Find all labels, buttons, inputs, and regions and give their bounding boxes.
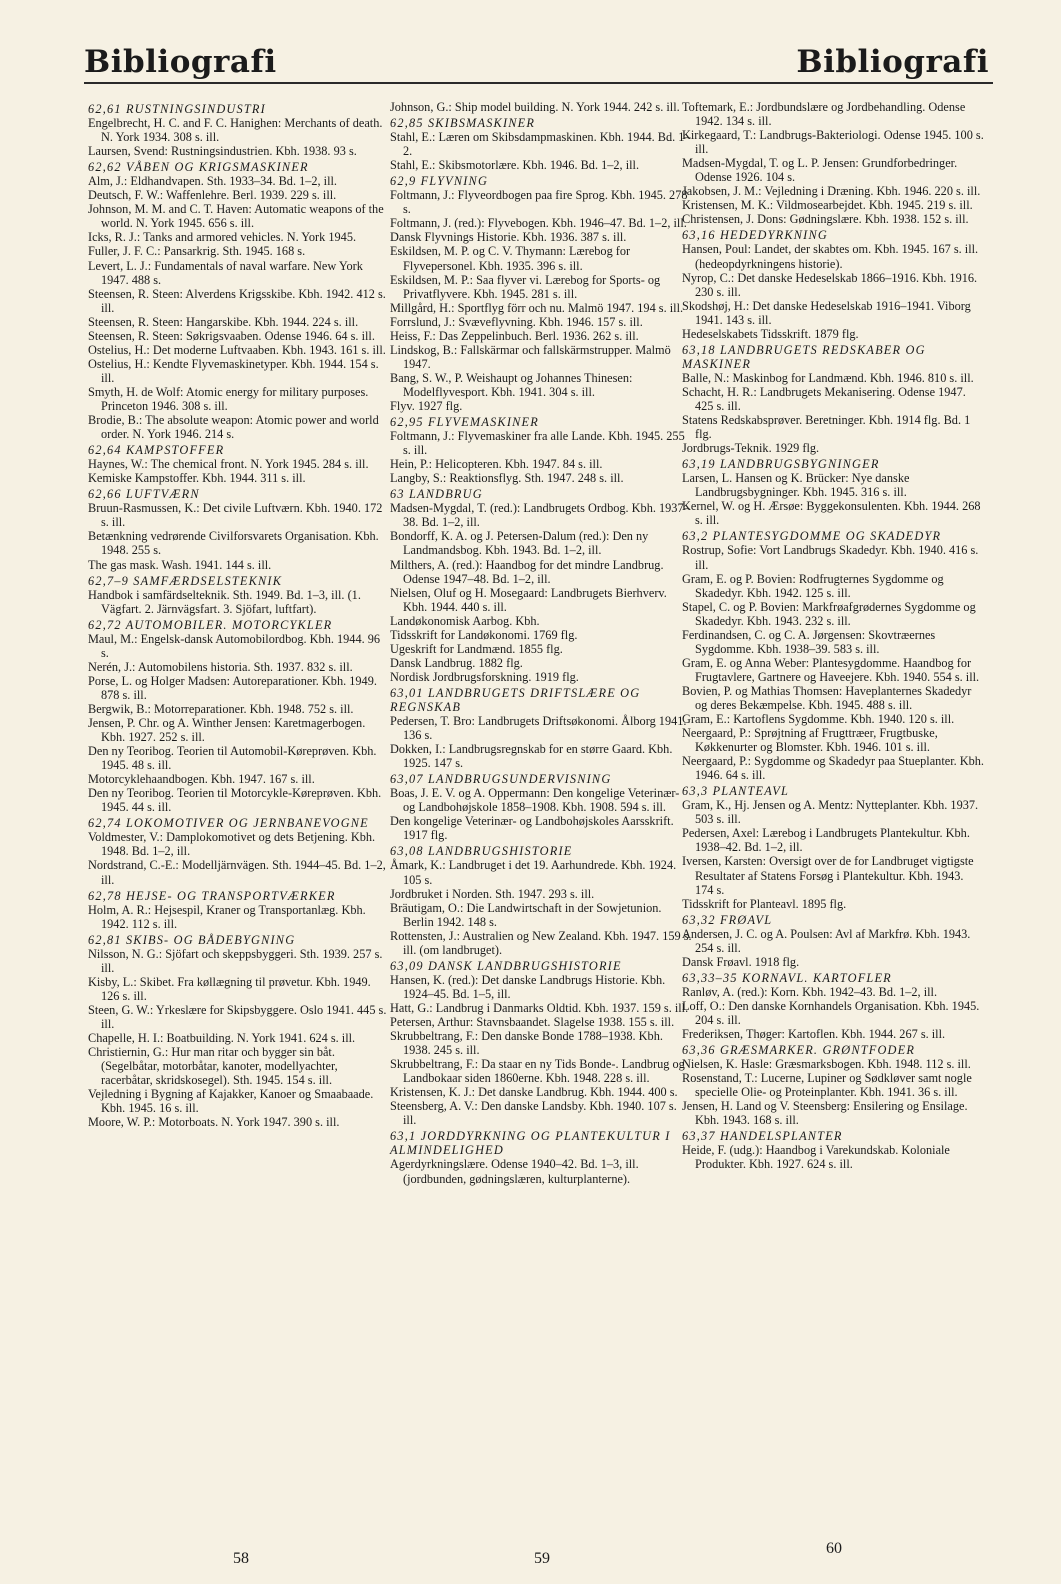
- bibliography-entry: Jakobsen, J. M.: Vejledning i Dræning. Kbh. 1946. 220 s. ill.: [682, 184, 981, 199]
- bibliography-entry: Petersen, Arthur: Stavnsbaandet. Slagelse 1938. 155 s. ill.: [390, 1015, 675, 1029]
- section-heading: 63,32 FRØAVL: [682, 912, 773, 927]
- bibliography-entry: Neergaard, P.: Sygdomme og Skadedyr paa Stueplanter. Kbh. 1946. 64 s. ill.: [682, 754, 985, 783]
- bibliography-entry: Ugeskrift for Landmænd. 1855 flg.: [390, 641, 563, 656]
- bibliography-entry: Gram, E.: Kartoflens Sygdomme. Kbh. 1940. 120 s. ill.: [682, 712, 955, 727]
- bibliography-entry: Skrubbeltrang, F.: Da staar en ny Tids Bonde-. Landbrug og Landbokaar siden 1860erne. Kbh. 1948. 228 s. ill.: [390, 1057, 685, 1086]
- section-heading: 63,19 LANDBRUGSBYGNINGER: [682, 457, 880, 472]
- bibliography-entry: Gram, E. og P. Bovien: Rodfrugternes Sygdomme og Skadedyr. Kbh. 1942. 125 s. ill.: [682, 571, 944, 600]
- bibliography-entry: Steensen, R. Steen: Hangarskibe. Kbh. 1944. 224 s. ill.: [88, 314, 359, 329]
- bibliography-entry: Jordbrugs-Teknik. 1929 flg.: [682, 441, 820, 456]
- section-heading: 62,64 KAMPSTOFFER: [88, 443, 225, 458]
- bibliography-entry: Johnson, M. M. and C. T. Haven: Automatic weapons of the world. N. York 1945. 656 s. ill.: [88, 202, 384, 231]
- bibliography-entry: Pedersen, T. Bro: Landbrugets Driftsøkonomi. Ålborg 1941. 136 s.: [390, 714, 687, 743]
- section-heading: 63,18 LANDBRUGETS REDSKABER OG MASKINER: [682, 342, 926, 371]
- section-heading: 63,01 LANDBRUGETS DRIFTSLÆRE OG REGNSKAB: [390, 685, 641, 714]
- bibliography-entry: Kirkegaard, T.: Landbrugs-Bakteriologi. Odense 1945. 100 s. ill.: [682, 128, 984, 157]
- section-heading: 63,33–35 KORNAVL. KARTOFLER: [682, 970, 892, 985]
- bibliography-entry: Statens Redskabsprøver. Beretninger. Kbh. 1914 flg. Bd. 1 flg.: [682, 413, 971, 442]
- bibliography-entry: Rottensten, J.: Australien og New Zealand. Kbh. 1947. 159 s. ill. (om landbruget).: [390, 928, 692, 957]
- bibliography-entry: Heiss, F.: Das Zeppelinbuch. Berl. 1936. 262 s. ill.: [390, 328, 639, 343]
- bibliography-entry: Haynes, W.: The chemical front. N. York 1945. 284 s. ill.: [88, 457, 369, 472]
- bibliography-entry: Skrubbeltrang, F.: Den danske Bonde 1788–1938. Kbh. 1938. 245 s. ill.: [390, 1029, 663, 1058]
- section-heading: 62,85 SKIBSMASKINER: [390, 116, 536, 131]
- page-number: 59: [534, 1550, 550, 1567]
- bibliography-entry: Foltmann, J. (red.): Flyvebogen. Kbh. 1946–47. Bd. 1–2, ill.: [390, 216, 687, 231]
- section-heading: 63,1 JORDDYRKNING OG PLANTEKULTUR I ALMINDELIGHED: [390, 1129, 671, 1158]
- bibliography-entry: Deutsch, F. W.: Waffenlehre. Berl. 1939. 229 s. ill.: [88, 188, 337, 203]
- section-heading: 62,78 HEJSE- OG TRANSPORTVÆRKER: [88, 888, 336, 903]
- bibliography-entry: Christiernin, G.: Hur man ritar och bygger sin båt. (Segelbåtar, motorbåtar, kanoter, modellyachter, racerbåtar, skridskosegel). Sth. 1945. 154 s. ill.: [88, 1045, 338, 1088]
- bibliography-entry: Loff, O.: Den danske Kornhandels Organisation. Kbh. 1945. 204 s. ill.: [682, 998, 980, 1027]
- bibliography-entry: Moore, W. P.: Motorboats. N. York 1947. 390 s. ill.: [88, 1115, 340, 1130]
- bibliography-entry: Jensen, H. Land og V. Steensberg: Ensilering og Ensilage. Kbh. 1943. 168 s. ill.: [682, 1099, 968, 1128]
- bibliography-entry: Landøkonomisk Aarbog. Kbh.: [390, 613, 540, 628]
- bibliography-entry: Engelbrecht, H. C. and F. C. Hanighen: Merchants of death. N. York 1934. 308 s. ill.: [88, 116, 383, 145]
- bibliography-entry: Steensen, R. Steen: Alverdens Krigsskibe. Kbh. 1942. 412 s. ill.: [88, 286, 386, 315]
- bibliography-entry: Hein, P.: Helicopteren. Kbh. 1947. 84 s. ill.: [390, 457, 603, 472]
- bibliography-entry: Dansk Flyvnings Historie. Kbh. 1936. 387 s. ill.: [390, 230, 627, 245]
- bibliography-entry: Boas, J. E. V. og A. Oppermann: Den kongelige Veterinær- og Landbohøjskole 1858–1908. Kbh. 1908. 594 s. ill.: [390, 786, 680, 815]
- bibliography-entry: Vejledning i Bygning af Kajakker, Kanoer og Smaabaade. Kbh. 1945. 16 s. ill.: [88, 1087, 374, 1116]
- bibliography-entry: Nordstrand, C.-E.: Modelljärnvägen. Sth. 1944–45. Bd. 1–2, ill.: [88, 858, 386, 887]
- bibliography-entry: Pedersen, Axel: Lærebog i Landbrugets Plantekultur. Kbh. 1938–42. Bd. 1–2, ill.: [682, 826, 970, 855]
- bibliography-entry: Ostelius, H.: Det moderne Luftvaaben. Kbh. 1943. 161 s. ill.: [88, 342, 386, 357]
- bibliography-entry: Betænkning vedrørende Civilforsvarets Organisation. Kbh. 1948. 255 s.: [88, 529, 379, 558]
- section-heading: 63,37 HANDELSPLANTER: [682, 1129, 843, 1144]
- bibliography-entry: Milthers, A. (red.): Haandbog for det mindre Landbrug. Odense 1947–48. Bd. 1–2, ill.: [390, 557, 664, 586]
- section-heading: 63,3 PLANTEAVL: [682, 784, 790, 799]
- bibliography-entry: Ferdinandsen, C. og C. A. Jørgensen: Skovtræernes Sygdomme. Kbh. 1938–39. 583 s. ill.: [682, 627, 936, 656]
- column-page-59: [390, 100, 692, 1186]
- bibliography-entry: Kristensen, M. K.: Vildmosearbejdet. Kbh. 1945. 219 s. ill.: [682, 198, 973, 213]
- bibliography-entry: Neergaard, P.: Sprøjtning af Frugttræer, Frugtbuske, Køkkenurter og Blomster. Kbh. 1946. 101 s. ill.: [682, 726, 938, 755]
- bibliography-entry: Bruun-Rasmussen, K.: Det civile Luftværn. Kbh. 1940. 172 s. ill.: [88, 501, 383, 530]
- bibliography-entry: Fuller, J. F. C.: Pansarkrig. Sth. 1945. 168 s.: [88, 244, 306, 259]
- bibliography-entry: Foltmann, J.: Flyveordbogen paa fire Sprog. Kbh. 1945. 278 s.: [390, 188, 688, 217]
- bibliography-entry: Handbok i samfärdselteknik. Sth. 1949. Bd. 1–3, ill. (1. Vägfart. 2. Järnvägsfart. 3. Sjöfart, luftfart).: [88, 587, 361, 616]
- bibliography-entry: Steensen, R. Steen: Søkrigsvaaben. Odense 1946. 64 s. ill.: [88, 328, 375, 343]
- bibliography-entry: Iversen, Karsten: Oversigt over de for Landbruget vigtigste Resultater af Statens Forsøg i Plantekultur. Kbh. 1943. 174 s.: [682, 854, 974, 897]
- bibliography-entry: Hansen, Poul: Landet, der skabtes om. Kbh. 1945. 167 s. ill. (hedeopdyrkningens historie).: [682, 242, 979, 271]
- bibliography-entry: Hansen, K. (red.): Det danske Landbrugs Historie. Kbh. 1924–45. Bd. 1–5, ill.: [390, 972, 666, 1001]
- bibliography-entry: Millgård, H.: Sportflyg förr och nu. Malmö 1947. 194 s. ill.: [390, 300, 684, 315]
- bibliography-entry: Nilsson, N. G.: Sjöfart och skeppsbyggeri. Sth. 1939. 257 s. ill.: [88, 946, 383, 975]
- bibliography-entry: Frederiksen, Thøger: Kartoflen. Kbh. 1944. 267 s. ill.: [682, 1027, 946, 1042]
- bibliography-entry: Tidsskrift for Planteavl. 1895 flg.: [682, 896, 847, 911]
- bibliography-entry: Kristensen, K. J.: Det danske Landbrug. Kbh. 1944. 400 s.: [390, 1085, 678, 1100]
- bibliography-entry: Rosenstand, T.: Lucerne, Lupiner og Sødkløver samt nogle specielle Olie- og Proteinplanter. Kbh. 1941. 36 s. ill.: [682, 1071, 972, 1100]
- section-heading: 62,62 VÅBEN OG KRIGSMASKINER: [88, 160, 309, 175]
- bibliography-entry: Maul, M.: Engelsk-dansk Automobilordbog. Kbh. 1944. 96 s.: [88, 631, 381, 660]
- bibliography-entry: Dansk Landbrug. 1882 flg.: [390, 655, 523, 670]
- bibliography-entry: Stahl, E.: Skibsmotorlære. Kbh. 1946. Bd. 1–2, ill.: [390, 158, 640, 173]
- section-heading: 62,61 RUSTNINGSINDUSTRI: [88, 102, 266, 116]
- bibliography-entry: Bang, S. W., P. Weishaupt og Johannes Thinesen: Modelflyvesport. Kbh. 1941. 304 s. ill.: [390, 370, 633, 399]
- bibliography-entry: Voldmester, V.: Damplokomotivet og dets Betjening. Kbh. 1948. Bd. 1–2, ill.: [88, 830, 376, 859]
- bibliography-entry: Nordisk Jordbrugsforskning. 1919 flg.: [390, 669, 579, 684]
- section-heading: 62,7–9 SAMFÆRDSELSTEKNIK: [88, 573, 283, 588]
- bibliography-entry: Bovien, P. og Mathias Thomsen: Haveplanternes Skadedyr og deres Bekæmpelse. Kbh. 1945. 488 s. ill.: [682, 683, 972, 712]
- bibliography-entry: Smyth, H. de Wolf: Atomic energy for military purposes. Princeton 1946. 308 s. ill.: [88, 384, 369, 413]
- bibliography-entry: Tidsskrift for Landøkonomi. 1769 flg.: [390, 627, 578, 642]
- bibliography-entry: Icks, R. J.: Tanks and armored vehicles. N. York 1945.: [88, 230, 357, 245]
- section-heading: 63,09 DANSK LANDBRUGSHISTORIE: [390, 958, 622, 973]
- bibliography-entry: Ostelius, H.: Kendte Flyvemaskinetyper. Kbh. 1944. 154 s. ill.: [88, 356, 379, 385]
- bibliography-entry: Andersen, J. C. og A. Poulsen: Avl af Markfrø. Kbh. 1943. 254 s. ill.: [682, 926, 971, 955]
- section-heading: 62,74 LOKOMOTIVER OG JERNBANEVOGNE: [88, 816, 369, 831]
- bibliography-entry: Steensberg, A. V.: Den danske Landsby. Kbh. 1940. 107 s. ill.: [390, 1099, 677, 1128]
- bibliography-entry: Langby, S.: Reaktionsflyg. Sth. 1947. 248 s. ill.: [390, 471, 624, 486]
- bibliography-entry: Porse, L. og Holger Madsen: Autoreparationer. Kbh. 1949. 878 s. ill.: [88, 673, 377, 702]
- bibliography-entry: Chapelle, H. I.: Boatbuilding. N. York 1941. 624 s. ill.: [88, 1031, 356, 1046]
- bibliography-entry: Nielsen, Oluf og H. Mosegaard: Landbrugets Bierhverv. Kbh. 1944. 440 s. ill.: [390, 585, 667, 614]
- bibliography-entry: Stapel, C. og P. Bovien: Markfrøafgrødernes Sygdomme og Skadedyr. Kbh. 1943. 232 s. ill.: [682, 599, 976, 628]
- bibliography-entry: Foltmann, J.: Flyvemaskiner fra alle Lande. Kbh. 1945. 255 s. ill.: [390, 429, 685, 458]
- bibliography-entry: Steen, G. W.: Yrkeslære for Skipsbyggere. Oslo 1941. 445 s. ill.: [88, 1002, 387, 1031]
- bibliography-entry: Kernel, W. og H. Ærsøe: Byggekonsulenten. Kbh. 1944. 268 s. ill.: [682, 499, 981, 528]
- bibliography-entry: Madsen-Mygdal, T. (red.): Landbrugets Ordbog. Kbh. 1937–38. Bd. 1–2, ill.: [390, 501, 690, 530]
- bibliography-entry: Hedeselskabets Tidsskrift. 1879 flg.: [682, 326, 859, 341]
- bibliography-entry: Bergwik, B.: Motorreparationer. Kbh. 1948. 752 s. ill.: [88, 701, 354, 716]
- section-heading: 62,72 AUTOMOBILER. MOTORCYKLER: [88, 617, 333, 632]
- bibliography-entry: Madsen-Mygdal, T. og L. P. Jensen: Grundforbedringer. Odense 1926. 104 s.: [682, 156, 958, 185]
- bibliography-entry: Heide, F. (udg.): Haandbog i Varekundskab. Koloniale Produkter. Kbh. 1927. 624 s. ill.: [682, 1143, 950, 1172]
- bibliography-entry: Levert, L. J.: Fundamentals of naval warfare. New York 1947. 488 s.: [88, 258, 363, 287]
- bibliography-entry: Brodie, B.: The absolute weapon: Atomic power and world order. N. York 1946. 214 s.: [88, 413, 379, 442]
- bibliography-entry: Jensen, P. Chr. og A. Winther Jensen: Karetmagerbogen. Kbh. 1927. 252 s. ill.: [88, 716, 366, 745]
- bibliography-entry: Den kongelige Veterinær- og Landbohøjskoles Aarsskrift. 1917 flg.: [390, 814, 674, 843]
- section-heading: 63,08 LANDBRUGSHISTORIE: [390, 844, 573, 859]
- bibliography-entry: Kisby, L.: Skibet. Fra køllægning til prøvetur. Kbh. 1949. 126 s. ill.: [88, 974, 371, 1003]
- section-heading: 63,16 HEDEDYRKNING: [682, 228, 828, 243]
- section-heading: 63,2 PLANTESYGDOMME OG SKADEDYR: [682, 529, 942, 544]
- header-rule: [84, 82, 993, 84]
- section-heading: 63,36 GRÆSMARKER. GRØNTFODER: [682, 1043, 916, 1058]
- bibliography-entry: Eskildsen, M. P.: Saa flyver vi. Lærebog for Sports- og Privatflyvere. Kbh. 1945. 281 s. ill.: [390, 272, 661, 301]
- page-number: 60: [826, 1540, 842, 1557]
- bibliography-entry: Dansk Frøavl. 1918 flg.: [682, 954, 800, 969]
- section-heading: 62,95 FLYVEMASKINER: [390, 415, 539, 430]
- column-page-60: [682, 100, 984, 1172]
- bibliography-entry: Holm, A. R.: Hejsespil, Kraner og Transportanlæg. Kbh. 1942. 112 s. ill.: [88, 902, 366, 931]
- bibliography-entry: Nielsen, K. Hasle: Græsmarksbogen. Kbh. 1948. 112 s. ill.: [682, 1057, 971, 1072]
- bibliography-entry: Larsen, L. Hansen og K. Brücker: Nye danske Landbrugsbygninger. Kbh. 1945. 316 s. ill.: [682, 471, 910, 500]
- bibliography-entry: Toftemark, E.: Jordbundslære og Jordbehandling. Odense 1942. 134 s. ill.: [682, 100, 966, 129]
- bibliography-entry: The gas mask. Wash. 1941. 144 s. ill.: [88, 557, 272, 572]
- section-heading: 62,81 SKIBS- OG BÅDEBYGNING: [88, 932, 296, 947]
- running-header-right: Bibliografi: [796, 44, 989, 80]
- bibliography-entry: Forrslund, J.: Svæveflyvning. Kbh. 1946. 157 s. ill.: [390, 314, 643, 329]
- bibliography-entry: Ranløv, A. (red.): Korn. Kbh. 1942–43. Bd. 1–2, ill.: [682, 984, 938, 999]
- running-header-left: Bibliografi: [84, 44, 277, 80]
- section-heading: 62,9 FLYVNING: [390, 174, 489, 189]
- bibliography-entry: Gram, E. og Anna Weber: Plantesygdomme. Haandbog for Frugtavlere, Gartnere og Haveejere. Kbh. 1940. 554 s. ill.: [682, 655, 980, 684]
- bibliography-entry: Lindskog, B.: Fallskärmar och fallskärmstrupper. Malmö 1947.: [390, 342, 671, 371]
- bibliography-entry: Hatt, G.: Landbrug i Danmarks Oldtid. Kbh. 1937. 159 s. ill.: [390, 1000, 689, 1015]
- bibliography-entry: Rostrup, Sofie: Vort Landbrugs Skadedyr. Kbh. 1940. 416 s. ill.: [682, 543, 979, 572]
- bibliography-entry: Bräutigam, O.: Die Landwirtschaft in der Sowjetunion. Berlin 1942. 148 s.: [390, 900, 662, 929]
- bibliography-entry: Kemiske Kampstoffer. Kbh. 1944. 311 s. ill.: [88, 471, 306, 486]
- bibliography-entry: Stahl, E.: Læren om Skibsdampmaskinen. Kbh. 1944. Bd. 1–2.: [390, 130, 691, 159]
- bibliography-entry: Bondorff, K. A. og J. Petersen-Dalum (red.): Den ny Landmandsbog. Kbh. 1943. Bd. 1–2, ill.: [390, 529, 649, 558]
- bibliography-entry: Nerén, J.: Automobilens historia. Sth. 1937. 832 s. ill.: [88, 659, 353, 674]
- bibliography-entry: Christensen, J. Dons: Gødningslære. Kbh. 1938. 152 s. ill.: [682, 212, 969, 227]
- section-heading: 63,07 LANDBRUGSUNDERVISNING: [390, 772, 612, 787]
- bibliography-entry: Schacht, H. R.: Landbrugets Mekanisering. Odense 1947. 425 s. ill.: [682, 384, 966, 413]
- bibliography-entry: Johnson, G.: Ship model building. N. York 1944. 242 s. ill.: [390, 100, 680, 114]
- bibliography-entry: Gram, K., Hj. Jensen og A. Mentz: Nytteplanter. Kbh. 1937. 503 s. ill.: [682, 798, 979, 827]
- bibliography-entry: Skodshøj, H.: Det danske Hedeselskab 1916–1941. Viborg 1941. 143 s. ill.: [682, 298, 971, 327]
- section-heading: 62,66 LUFTVÆRN: [88, 487, 200, 502]
- bibliography-entry: Alm, J.: Eldhandvapen. Sth. 1933–34. Bd. 1–2, ill.: [88, 174, 338, 189]
- bibliography-entry: Jordbruket i Norden. Sth. 1947. 293 s. ill.: [390, 886, 595, 901]
- bibliography-entry: Nyrop, C.: Det danske Hedeselskab 1866–1916. Kbh. 1916. 230 s. ill.: [682, 270, 978, 299]
- bibliography-entry: Agerdyrkningslære. Odense 1940–42. Bd. 1–3, ill. (jordbunden, gødningslæren, kulturplanterne).: [390, 1157, 639, 1186]
- section-heading: 63 LANDBRUG: [390, 487, 483, 502]
- bibliography-entry: Åmark, K.: Landbruget i det 19. Aarhundrede. Kbh. 1924. 105 s.: [390, 858, 677, 887]
- bibliography-entry: Flyv. 1927 flg.: [390, 398, 463, 413]
- bibliography-entry: Balle, N.: Maskinbog for Landmænd. Kbh. 1946. 810 s. ill.: [682, 370, 974, 385]
- column-page-58: [88, 100, 390, 1129]
- bibliography-entry: Den ny Teoribog. Teorien til Automobil-Køreprøven. Kbh. 1945. 48 s. ill.: [88, 744, 377, 773]
- bibliography-entry: Eskildsen, M. P. og C. V. Thymann: Lærebog for Flyvepersonel. Kbh. 1935. 396 s. ill.: [390, 244, 631, 273]
- bibliography-entry: Dokken, I.: Landbrugsregnskab for en større Gaard. Kbh. 1925. 147 s.: [390, 742, 673, 771]
- bibliography-entry: Motorcyklehaandbogen. Kbh. 1947. 167 s. ill.: [88, 772, 315, 787]
- page-number: 58: [233, 1550, 249, 1567]
- bibliography-entry: Den ny Teoribog. Teorien til Motorcykle-Køreprøven. Kbh. 1945. 44 s. ill.: [88, 786, 382, 815]
- bibliography-entry: Laursen, Svend: Rustningsindustrien. Kbh. 1938. 93 s.: [88, 144, 357, 159]
